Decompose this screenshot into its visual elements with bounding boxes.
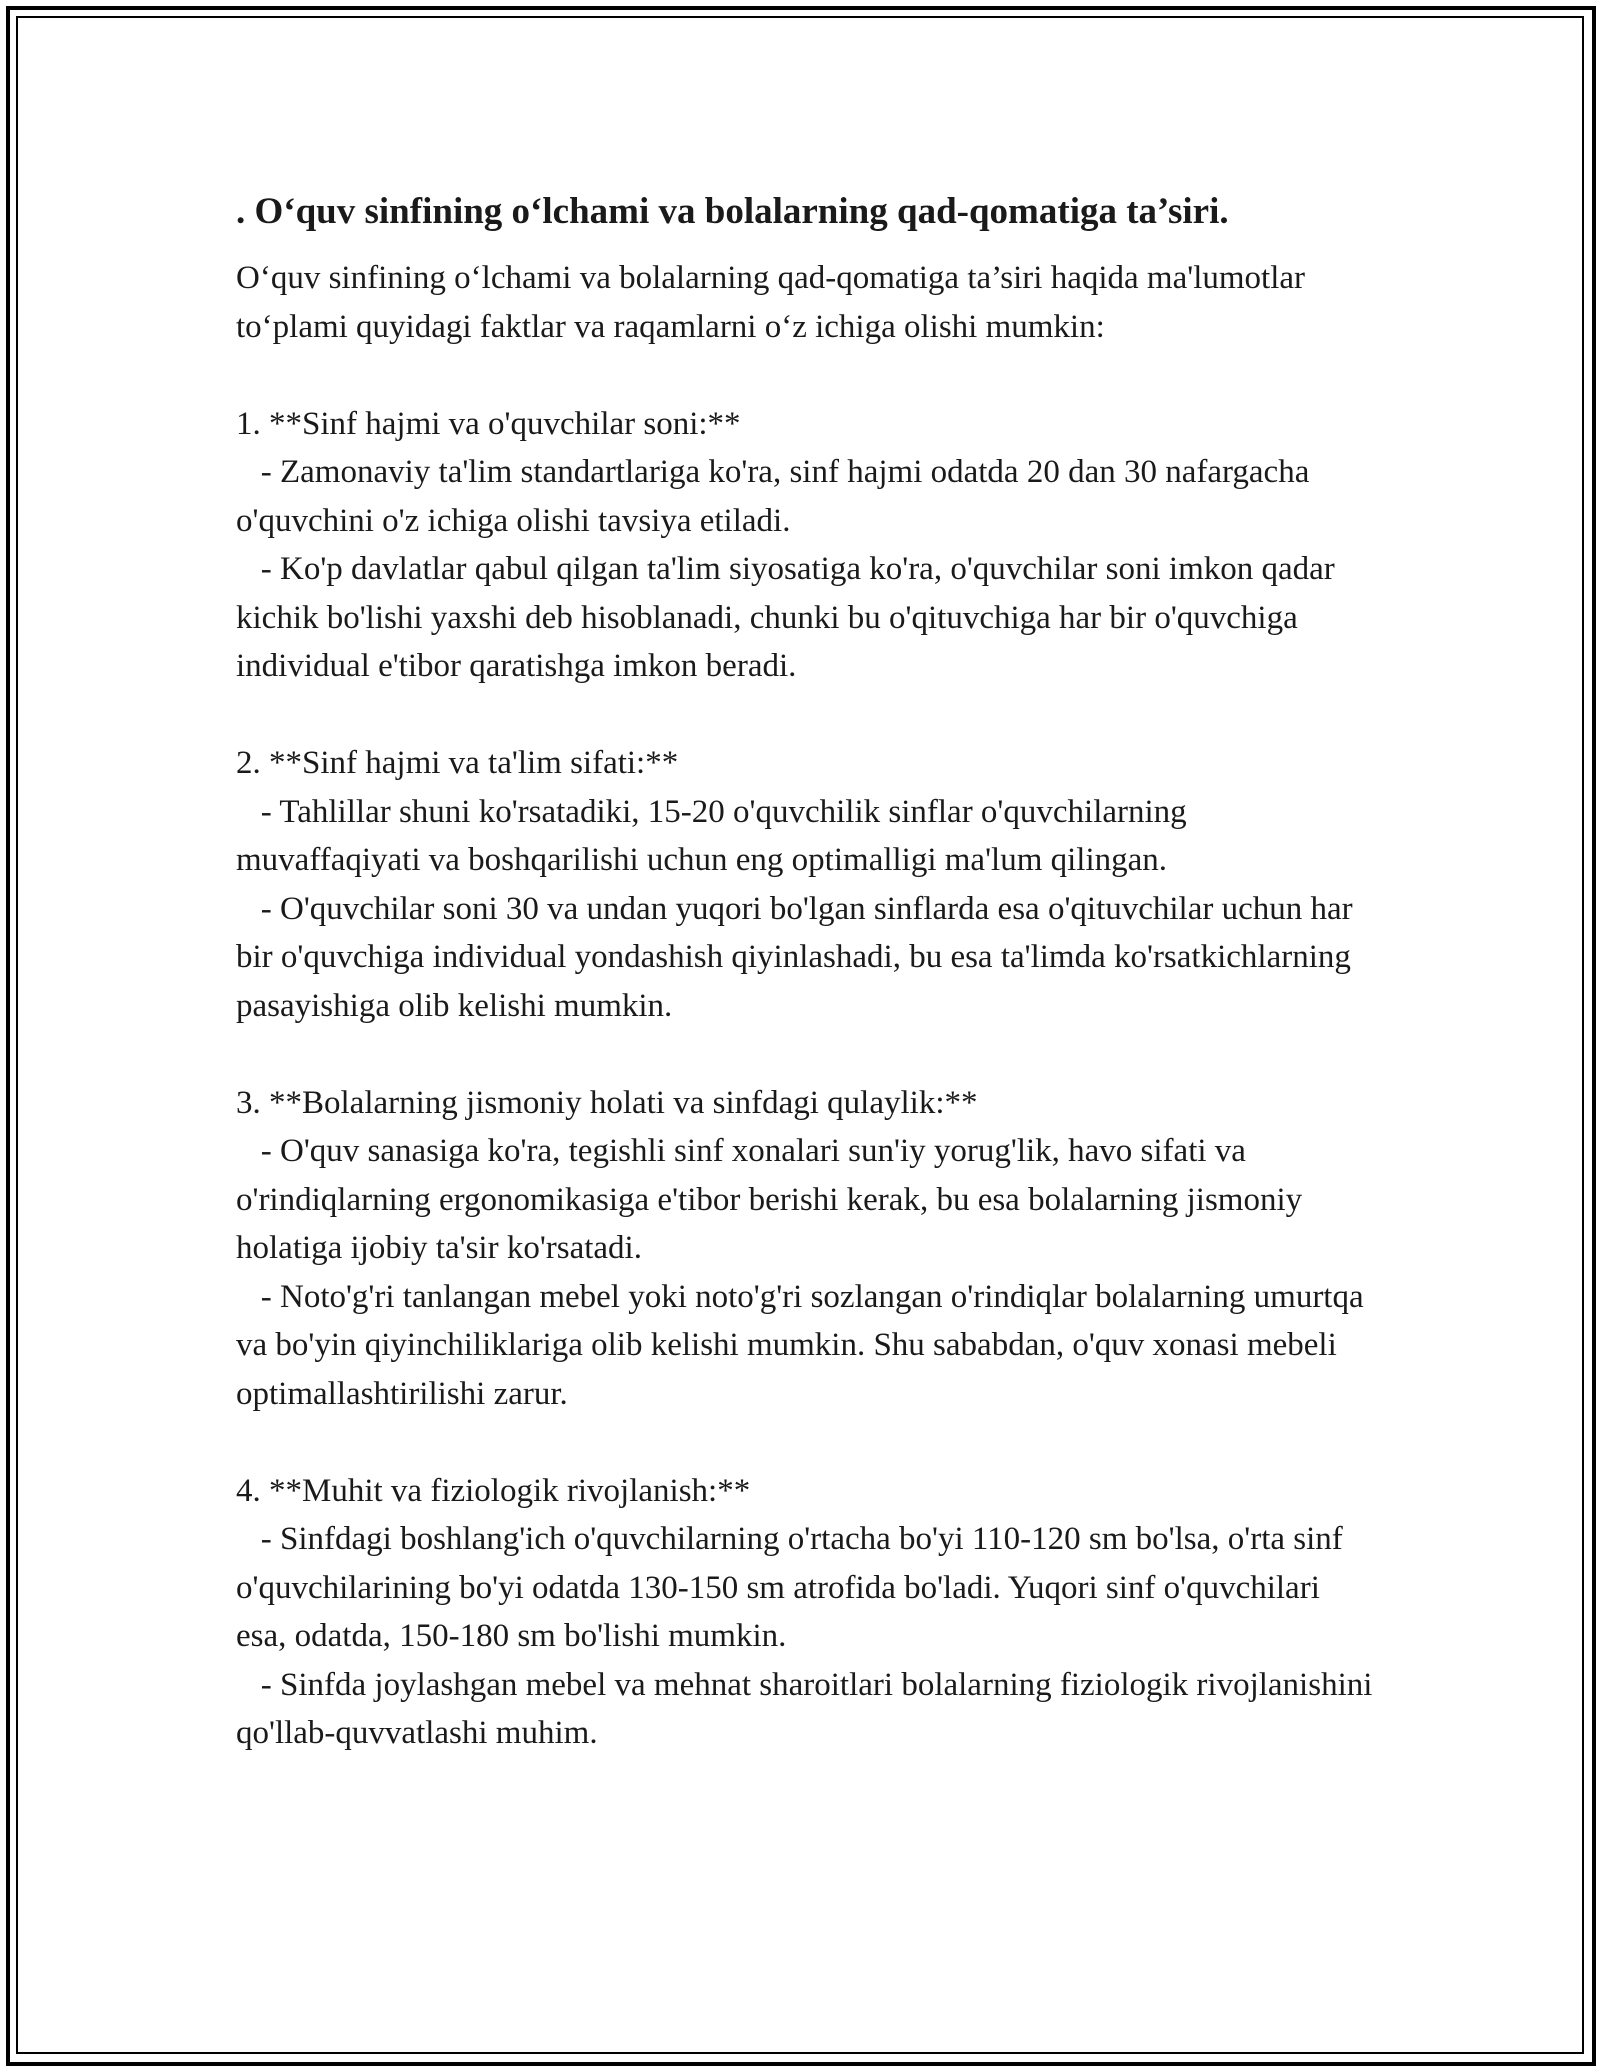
section-2-item-2 — [236, 885, 1376, 1031]
section-3-item-2-text: - Noto'g'ri tanlangan mebel yoki noto'g'ri sozlangan o'rindiqlar bolalarning umurtqa va bo'yin qiyinchiliklariga olib kelishi mumkin. Shu sababdan, o'quv xonasi mebeli optimallashtirilishi zarur. — [236, 1278, 1364, 1412]
indent — [236, 454, 261, 490]
section-3-item-1-text: - O'quv sanasiga ko'ra, tegishli sinf xonalari sun'iy yorug'lik, havo sifati va o'rindiqlarning ergonomikasiga e'tibor berishi kerak, bu esa bolalarning jismoniy holatiga ijobiy ta'sir ko'rsatadi. — [236, 1133, 1303, 1266]
section-4-item-2-text: - Sinfda joylashgan mebel va mehnat sharoitlari bolalarning fiziologik rivojlanishini qo'llab-quvvatlashi muhim. — [236, 1666, 1373, 1751]
spacer — [236, 1418, 1376, 1467]
indent — [236, 551, 261, 587]
indent — [236, 1667, 261, 1703]
indent — [236, 1521, 261, 1557]
section-heading-2: 2. **Sinf hajmi va ta'lim sifati:** — [236, 745, 679, 781]
indent — [236, 1133, 261, 1169]
section-4-item-1-text: - Sinfdagi boshlang'ich o'quvchilarning o'rtacha bo'yi 110-120 sm bo'lsa, o'rta sinf o'quvchilarining bo'yi odatda 130-150 sm atrofida bo'ladi. Yuqori sinf o'quvchilari esa, odatda, 150-180 sm bo'lishi mumkin. — [236, 1521, 1343, 1654]
section-3-item-1 — [236, 1127, 1376, 1273]
section-1-item-2-text: - Ko'p davlatlar qabul qilgan ta'lim siyosatiga ko'ra, o'quvchilar soni imkon qadar kichik bo'lishi yaxshi deb hisoblanadi, chunki bu o'qituvchiga har bir o'quvchiga individual e'tibor qaratishga imkon beradi. — [236, 551, 1335, 684]
section-2-item-1-text: - Tahlillar shuni ko'rsatadiki, 15-20 o'quvchilik sinflar o'quvchilarning muvaffaqiyati va boshqarilishi uchun eng optimalligi ma'lum qilingan. — [236, 793, 1187, 878]
document-page — [236, 188, 1376, 1758]
section-1-item-1 — [236, 448, 1376, 545]
section-heading-3: 3. **Bolalarning jismoniy holati va sinfdagi qulaylik:** — [236, 1084, 978, 1121]
section-1-item-1-text: - Zamonaviy ta'lim standartlariga ko'ra, sinf hajmi odatda 20 dan 30 nafargacha o'quvchini o'z ichiga olishi tavsiya etiladi. — [236, 454, 1310, 539]
section-2-item-2-text: - O'quvchilar soni 30 va undan yuqori bo'lgan sinflarda esa o'qituvchilar uchun har bir o'quvchiga individual yondashish qiyinlashadi, bu esa ta'limda ko'rsatkichlarning pasayishiga olib kelishi mumkin. — [236, 890, 1353, 1024]
section-3-item-2 — [236, 1273, 1376, 1419]
section-heading-4: 4. **Muhit va fiziologik rivojlanish:** — [236, 1472, 751, 1509]
indent — [236, 794, 261, 830]
spacer — [236, 1030, 1376, 1079]
spacer — [236, 351, 1376, 400]
indent — [236, 891, 261, 927]
section-1-item-2 — [236, 545, 1376, 691]
indent — [236, 1279, 261, 1315]
intro-paragraph: O‘quv sinfining o‘lchami va bolalarning qad-qomatiga ta’siri haqida ma'lumotlar to‘plami quyidagi faktlar va raqamlarni o‘z ichiga olishi mumkin: — [236, 260, 1306, 345]
section-4-item-2 — [236, 1661, 1376, 1758]
document-title: . O‘quv sinfining o‘lchami va bolalarning qad-qomatiga ta’siri. — [236, 191, 1229, 232]
section-2-item-1 — [236, 788, 1376, 885]
spacer — [236, 691, 1376, 740]
section-4-item-1 — [236, 1515, 1376, 1661]
section-heading-1: 1. **Sinf hajmi va o'quvchilar soni:** — [236, 405, 741, 442]
